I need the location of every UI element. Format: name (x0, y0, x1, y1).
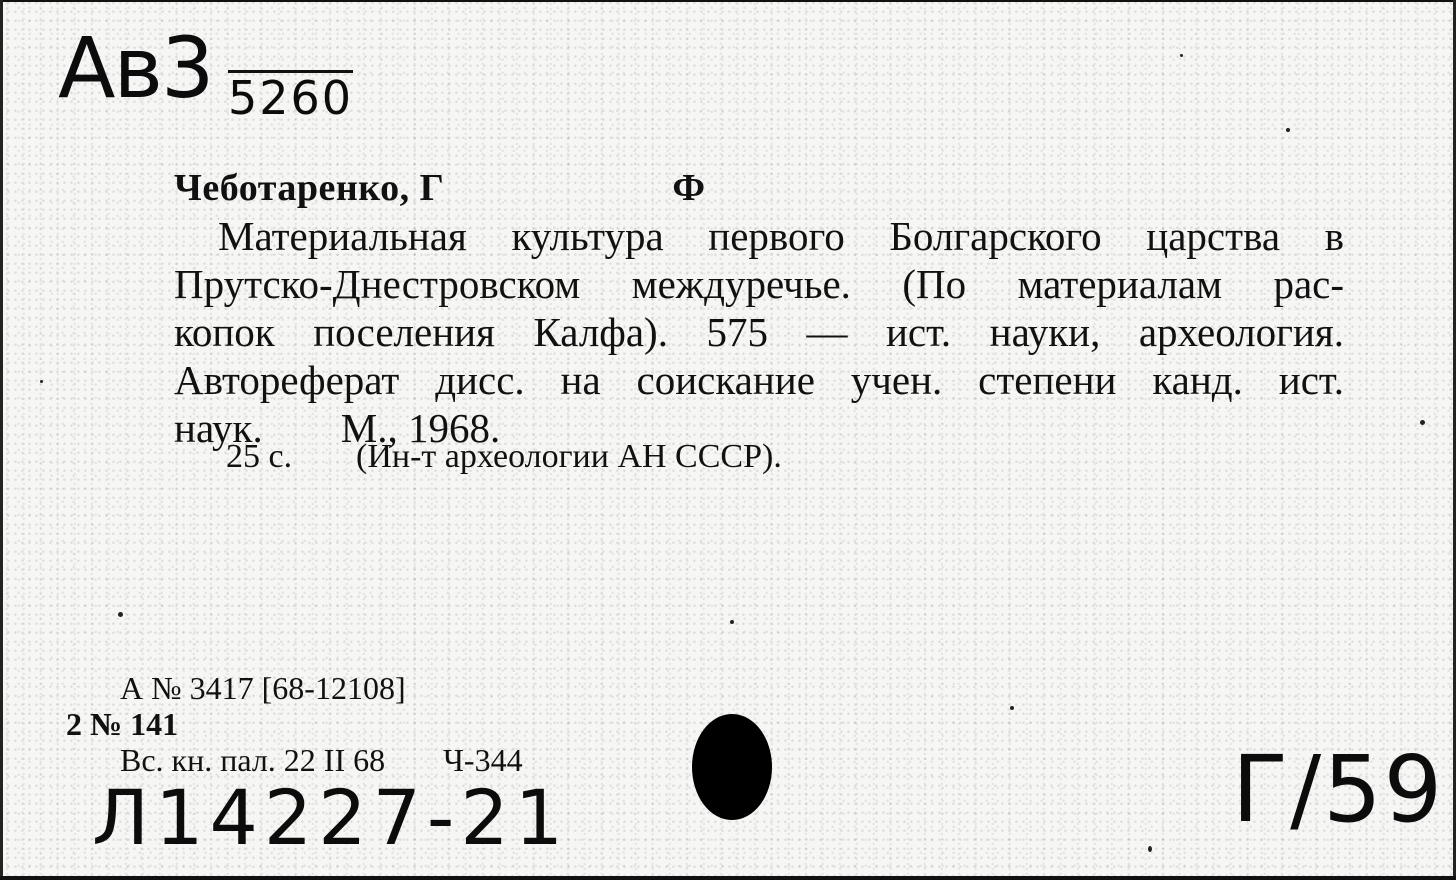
last-line-start: наук. (174, 405, 263, 451)
call-number-suffix: 5260 (228, 71, 354, 125)
speckle (1180, 54, 1183, 57)
call-number-prefix: Ав3 (58, 19, 213, 117)
accession-number-1: А № 3417 [68-12108] (120, 670, 406, 706)
speckle (1010, 706, 1014, 710)
author-surname: Чеботаренко, Г (174, 167, 445, 209)
handwritten-inventory-number: Л14227-21 (92, 773, 570, 862)
title-line-2: Прутско-Днестровском междуречье. (По материалам рас- (174, 261, 1344, 307)
handwritten-call-number (58, 19, 354, 125)
accession-code: Ч-344 (443, 742, 523, 778)
author-patronymic: Ф (672, 167, 706, 209)
title-line-3: копок поселения Калфа). 575 — ист. науки, археология. (174, 309, 1344, 355)
speckle (40, 380, 43, 383)
card-edge-left (0, 0, 3, 880)
title-line-1: Материальная культура первого Болгарского царства в (218, 213, 1344, 259)
speckle (1420, 420, 1425, 425)
speckle (1286, 128, 1290, 132)
card-edge-bottom (0, 876, 1456, 880)
accession-number-2: 2 № 141 (66, 706, 179, 742)
publisher-note: (Ин-т археологии АН СССР). (356, 438, 782, 475)
speckle (730, 620, 734, 624)
speckle (1148, 846, 1152, 852)
punched-hole (692, 714, 772, 820)
bibliographic-description (174, 212, 1344, 452)
imprint: М., 1968. (340, 405, 501, 451)
page-count: 25 с. (226, 438, 293, 475)
book-chamber-date: Вс. кн. пал. 22 II 68 (120, 742, 386, 778)
speckle (118, 612, 123, 617)
title-line-4: Автореферат дисс. на соискание учен. степени канд. ист. (174, 357, 1344, 403)
author-heading (174, 166, 706, 210)
handwritten-shelf-mark: Г/59 (1232, 736, 1445, 843)
card-edge-top (0, 0, 1456, 2)
